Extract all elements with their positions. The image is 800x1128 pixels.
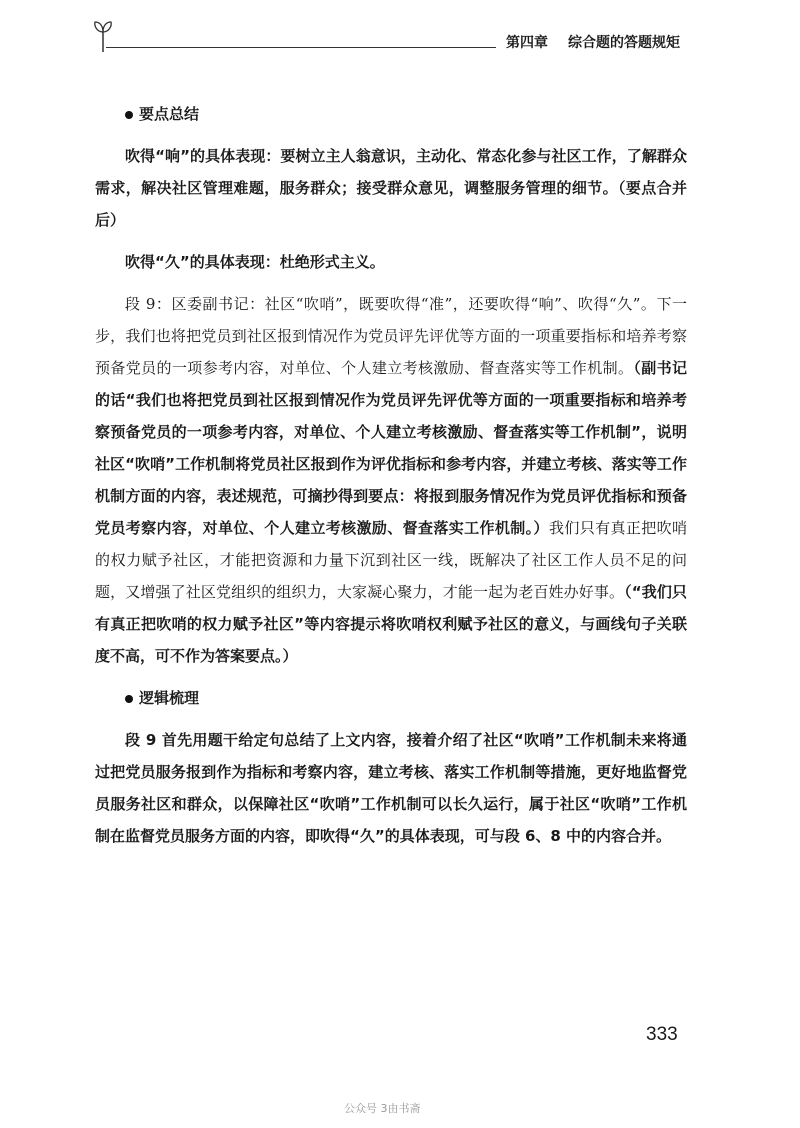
footer-watermark: 公众号 3由书斋 (344, 1102, 421, 1115)
paragraph-9 (95, 288, 687, 672)
page-content (95, 98, 687, 862)
summary-heading: 要点总结 (95, 98, 687, 130)
paragraph-9-note-a: （副书记的话“我们也将把党员到社区报到情况作为党员评先评优等方面的一项重要指标和培养考察预备党员的一项参考内容，对单位、个人建立考核激励、督查落实等工作机制”，说明社区“吹哨”工作机制将党员社区报到作为评优指标和参考内容，并建立考核、落实等工作机制方面的内容，表述规范，可摘抄得到要点：将报到服务情况作为党员评优指标和预备党员考察内容，对单位、个人建立考核激励、督查落实工作机制。） (95, 359, 687, 537)
paragraph-9-quote-a: 段 9：区委副书记：社区“吹哨”，既要吹得“准”，还要吹得“响”、吹得“久”。下一步，我们也将把党员到社区报到情况作为党员评先评优等方面的一项重要指标和培养考察预备党员的一项参考内容，对单位、个人建立考核激励、督查落实等工作机制。 (95, 295, 687, 377)
chapter-title (496, 32, 680, 52)
summary-paragraph-long: 吹得“久”的具体表现：杜绝形式主义。 (125, 253, 385, 271)
logic-heading: 逻辑梳理 (95, 682, 687, 714)
bullet-dot-icon (125, 695, 133, 703)
chapter-name: 综合题的答题规矩 (568, 35, 680, 51)
page-header (92, 10, 692, 55)
chapter-number: 第四章 (506, 35, 548, 51)
paragraph-9-quote-b: 我们只有真正把吹哨的权力赋予社区，才能把资源和力量下沉到社区一线，既解决了社区工作人员不足的问题，又增强了社区党组织的组织力，大家凝心聚力，才能一起为老百姓办好事。 (95, 519, 687, 601)
logic-paragraph: 段 9 首先用题干给定句总结了上文内容，接着介绍了社区“吹哨”工作机制未来将通过把党员服务报到作为指标和考察内容，建立考核、落实工作机制等措施，更好地监督党员服务社区和群众，以保障社区“吹哨”工作机制可以长久运行，属于社区“吹哨”工作机制在监督党员服务方面的内容，即吹得“久”的具体表现，可与段 6、8 中的内容合并。 (95, 731, 687, 845)
summary-paragraph-loud: 吹得“响”的具体表现：要树立主人翁意识，主动化、常态化参与社区工作，了解群众需求，解决社区管理难题，服务群众；接受群众意见，调整服务管理的细节。（要点合并后） (95, 147, 687, 229)
sprout-icon (92, 14, 114, 54)
bullet-dot-icon (125, 111, 133, 119)
header-rule (106, 47, 512, 48)
page-number: 333 (646, 1024, 678, 1045)
paragraph-9-note-b: （“我们只有真正把吹哨的权力赋予社区”等内容提示将吹哨权利赋予社区的意义，与画线句子关联度不高，可不作为答案要点。） (95, 583, 687, 665)
